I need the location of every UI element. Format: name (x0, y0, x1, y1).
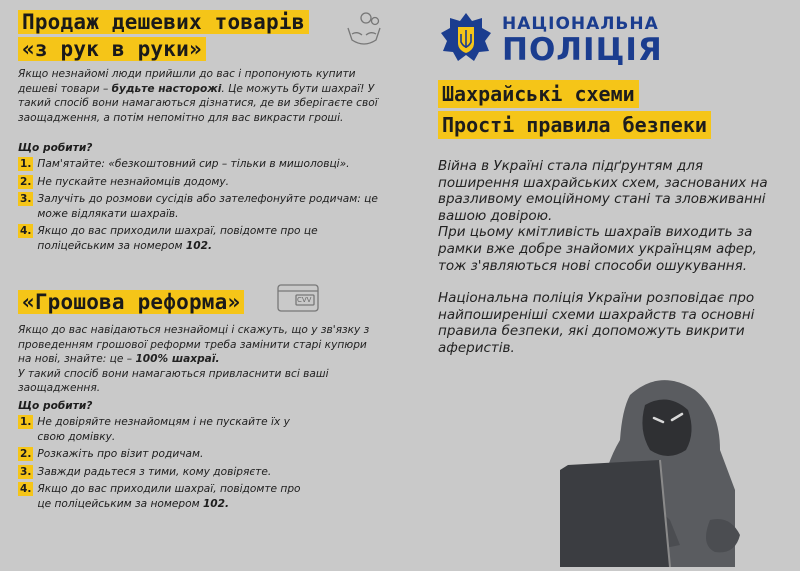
main-title-line1: Шахрайські схеми (438, 80, 639, 108)
section-2-intro-emphasis: 100% шахраї. (135, 353, 220, 366)
paragraph-3: Національна поліція України розповідає про найпоширеніші схеми шахрайств та основні правила безпеки, які допоможуть викрити аферистів. (438, 290, 755, 356)
section-1 (18, 9, 388, 63)
list-item: 3. Завжди радьтеся з тими, кому довіряєте. (20, 465, 272, 478)
paragraph-2: При цьому кмітливість шахраїв виходить за рамки вже добре знайомих українцям афер, тож з'являються нові способи ошукування. (438, 224, 757, 274)
section-2-title: «Грошова реформа» (18, 289, 244, 316)
police-emblem-icon (440, 12, 492, 64)
list-item: 2. Розкажіть про візит родичам. (20, 448, 204, 461)
section-2-what-label: Що робити? (18, 400, 93, 412)
section-2-steps (18, 415, 308, 515)
police-logo (502, 14, 663, 66)
main-title-line2: Прості правила безпеки (438, 111, 711, 139)
list-item: 1. Не довіряйте незнайомцям і не пускайте їх у свою домівку. (20, 416, 290, 443)
intro-paragraph (438, 158, 788, 357)
section-1-title (18, 9, 388, 63)
main-title (438, 80, 711, 142)
logo-line1: НАЦІОНАЛЬНА (502, 14, 659, 34)
section-1-intro: Якщо незнайомі люди прийшли до вас і пропонують купити дешеві товари – будьте насторожі. Це можуть бути шахраї! У такий спосіб вони намагаються дізнатися, де ви зберігаєте свої заощадження, а потім непомітно для вас викрасти гроші. (18, 68, 378, 124)
section-1-steps (18, 157, 382, 257)
list-item: 4. Якщо до вас приходили шахраї, повідомте про це поліцейським за номером 102. (20, 483, 301, 510)
list-item: 3. Залучіть до розмови сусідів або зателефонуйте родичам: це може відлякати шахраїв. (20, 193, 378, 220)
hacker-illustration (560, 370, 800, 567)
section-1-title-line1: Продаж дешевих товарів (18, 10, 309, 34)
section-1-what-label: Що робити? (18, 142, 93, 154)
logo-line2: ПОЛІЦІЯ (502, 32, 663, 68)
hands-coins-icon (344, 10, 384, 48)
bank-card-icon (276, 281, 322, 315)
section-2-intro: Якщо до вас навідаються незнайомці і скажуть, що у зв'язку з проведенням грошової реформи треба замінити старі купюри на нові, знайте: це – 100% шахраї. У такий спосіб вони намагаються привласнити всі ваші заощадження. (18, 324, 370, 395)
cvv-label: CVV (297, 296, 312, 304)
section-1-intro-emphasis: будьте насторожі (111, 82, 222, 95)
list-item: 2. Не пускайте незнайомців додому. (20, 175, 229, 188)
list-item: 1. Пам'ятайте: «безкоштовний сир – тільки в мишоловці». (20, 158, 350, 170)
section-1-title-line2: «з рук в руки» (18, 37, 206, 61)
list-item: 4. Якщо до вас приходили шахраї, повідомте про це поліцейським за номером 102. (20, 225, 318, 252)
paragraph-1: Війна в Україні стала підґрунтям для поширення шахрайських схем, заснованих на вразливому емоційному стані та зловживанні вашою довірою. (438, 158, 768, 224)
